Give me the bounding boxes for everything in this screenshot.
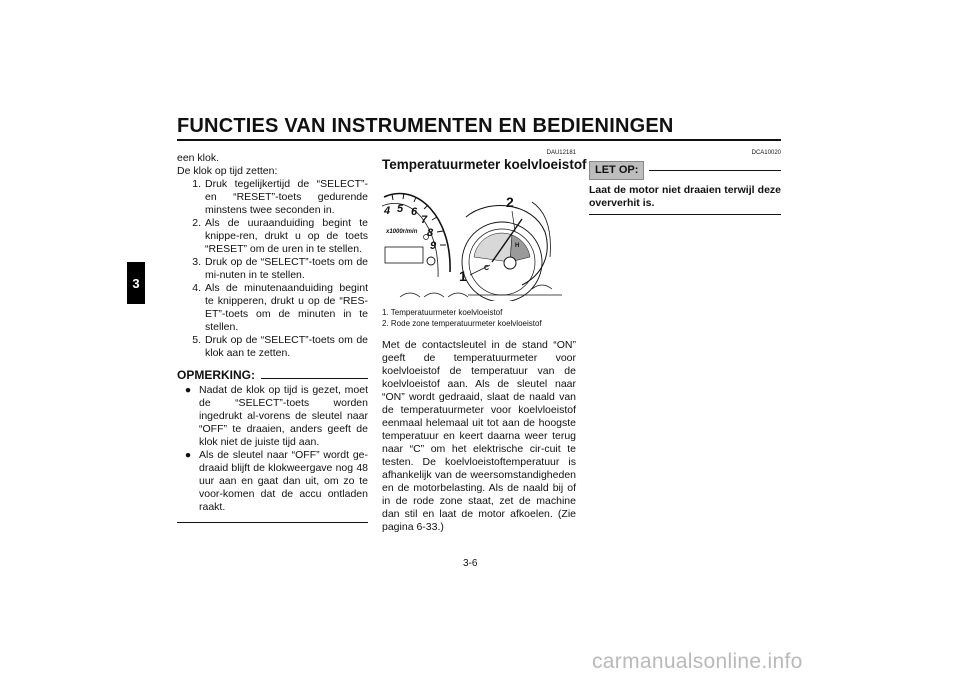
bullet-text: Nadat de klok op tijd is gezet, moet de “SELECT”-toets worden ingedrukt al-vorens de sleutel naar “OFF” te draaien, anders geeft de klok niet de juiste tijd aan. (199, 384, 368, 448)
caution-heading (589, 161, 781, 180)
steps-list (177, 178, 368, 360)
callout-1: 1 (459, 268, 467, 284)
step-number: 2. (192, 217, 201, 229)
tach-number: 5 (397, 203, 404, 215)
bullet-icon: ● (184, 384, 192, 396)
column-middle (382, 150, 587, 534)
caution-rule (649, 170, 781, 172)
note-rule (261, 378, 368, 379)
list-item (177, 384, 368, 449)
cold-label: C (484, 265, 490, 272)
section-code: DAU12181 (546, 150, 576, 156)
page-title: FUNCTIES VAN INSTRUMENTEN EN BEDIENINGEN (177, 115, 674, 137)
list-item (177, 178, 368, 217)
figure-captions (382, 307, 576, 329)
section-title: Temperatuurmeter koelvloeistof (382, 157, 587, 172)
tach-number: 7 (421, 214, 428, 226)
step-text: Druk op de “SELECT”-toets om de klok aan te zetten. (205, 334, 368, 359)
list-item (177, 256, 368, 282)
list-item (177, 217, 368, 256)
gauge-figure (382, 177, 576, 301)
step-text: Druk tegelijkertijd de “SELECT”- en “RESET”-toets gedurende minstens twee seconden in. (205, 178, 368, 216)
tach-number: 4 (384, 205, 391, 217)
note-end-rule (177, 522, 368, 523)
list-item (177, 334, 368, 360)
caution-code: DCA10020 (751, 150, 781, 156)
list-item (177, 449, 368, 514)
column-left (177, 152, 368, 523)
figure-caption: 1. Temperatuurmeter koelvloeistof (382, 308, 503, 317)
step-number: 1. (192, 178, 201, 190)
tach-unit: x1000r/min (386, 229, 418, 235)
tach-number: 9 (430, 240, 437, 252)
step-text: Als de uuraanduiding begint te knippe-ren, drukt u op de toets “RESET” om de uren in te stellen. (205, 217, 368, 255)
caution-end-rule (589, 214, 781, 215)
hot-label: H (515, 243, 520, 249)
watermark: carmanualsonline.info (592, 650, 803, 673)
list-item (177, 282, 368, 334)
intro-line: een klok. (177, 152, 220, 164)
step-number: 4. (192, 282, 201, 294)
caution-text: Laat de motor niet draaien terwijl deze oververhit is. (589, 184, 781, 209)
bullet-icon: ● (184, 449, 192, 461)
intro-line: De klok op tijd zetten: (177, 165, 278, 177)
bullet-text: Als de sleutel naar “OFF” wordt ge-draaid blijft de klokweergave nog 48 uur aan en gaat dan uit, om zo te voor-komen dat de accu ontladen raakt. (199, 449, 368, 513)
tach-number: 6 (411, 206, 418, 218)
figure-caption: 2. Rode zone temperatuurmeter koelvloeistof (382, 319, 542, 328)
step-number: 5. (192, 334, 201, 346)
step-text: Als de minutenaanduiding begint te knipperen, drukt u op de “RES-ET”-toets om de minuten in te stellen. (205, 282, 368, 333)
note-heading (177, 369, 368, 382)
title-rule (177, 139, 781, 141)
note-label: OPMERKING: (177, 368, 255, 382)
callout-2: 2 (506, 194, 514, 210)
note-bullets (177, 384, 368, 514)
tach-number: 8 (427, 227, 434, 239)
column-right (589, 150, 781, 215)
page-number: 3-6 (463, 558, 478, 569)
body-text: Met de contactsleutel in de stand “ON” geeft de temperatuurmeter voor koelvloeistof de temperatuur van de koelvloeistof aan. Als de sleutel naar “ON” wordt gedraaid, slaat de naald van de temperatuurmeter voor koelvloeistof eenmaal helemaal uit tot aan de hoogste temperatuur en keert daarna weer terug naar “C” om het elektrische cir-cuit te testen. De koelvloeistoftemperatuur is afhankelijk van de weersomstandigheden en de motorbelasting. Als de naald bij of in de rode zone staat, zet de machine dan stil en laat de motor afkoelen. (Zie pagina 6-33.) (382, 339, 576, 533)
caution-badge: LET OP: (589, 161, 644, 180)
step-number: 3. (192, 256, 201, 268)
section-tab: 3 (127, 262, 145, 304)
step-text: Druk op de “SELECT”-toets om de mi-nuten in te stellen. (205, 256, 368, 281)
